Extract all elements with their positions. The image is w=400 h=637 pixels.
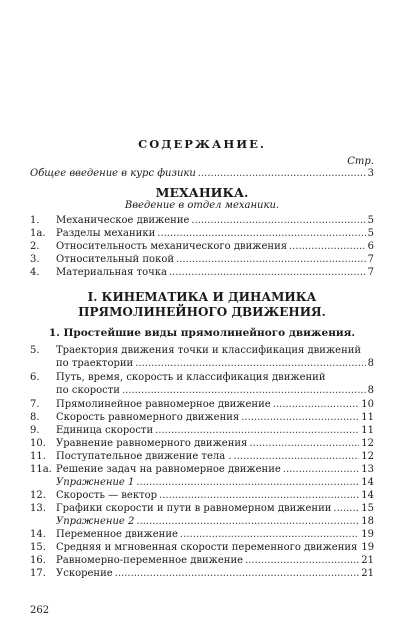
leader-dots — [289, 241, 366, 253]
toc-entry[interactable] — [30, 385, 374, 397]
toc-entry-text: Прямолинейное равномерное движение — [56, 399, 271, 410]
toc-entry[interactable] — [30, 568, 374, 580]
leader-dots — [191, 215, 365, 227]
toc-entry[interactable] — [30, 438, 374, 450]
toc-entry-page: 5 — [367, 215, 374, 226]
toc-entry-exercise[interactable] — [30, 516, 374, 528]
toc-entry-text: Единица скорости — [56, 425, 154, 436]
toc-entry[interactable] — [30, 412, 374, 424]
leader-dots — [136, 516, 359, 528]
toc-entry-number: 16. — [30, 555, 46, 566]
toc-entry[interactable] — [30, 228, 374, 240]
section-heading: 1. Простейшие виды прямолинейного движения. — [48, 327, 356, 339]
toc-entry-number: 17. — [30, 568, 46, 579]
toc-entry[interactable] — [30, 490, 374, 502]
toc-entry-page: 15 — [361, 503, 374, 514]
toc-entry-number: 4. — [30, 267, 40, 278]
toc-entry-page: 14 — [361, 477, 374, 488]
toc-entry-number: 15. — [30, 542, 46, 553]
page-number: 262 — [30, 605, 50, 616]
toc-entry-number: 10. — [30, 438, 46, 449]
toc-entry-page: 8 — [367, 358, 374, 369]
toc-entry-number: 5. — [30, 345, 40, 356]
leader-dots — [198, 168, 366, 180]
toc-entry[interactable] — [30, 399, 374, 411]
toc-entry-page: 12 — [361, 451, 374, 462]
toc-page — [30, 0, 374, 637]
toc-entry-text: Решение задач на равномерное движение — [56, 464, 281, 475]
toc-entry-number: 9. — [30, 425, 40, 436]
leader-dots — [234, 451, 360, 463]
toc-entry-text: Равномерно-переменное движение — [56, 555, 244, 566]
toc-entry-text: Графики скорости и пути в равномерном движении — [56, 503, 332, 514]
leader-dots — [115, 568, 360, 580]
leader-dots — [122, 385, 366, 397]
leader-dots — [169, 267, 366, 279]
toc-entry-page: 7 — [367, 254, 374, 265]
toc-entry[interactable] — [30, 241, 374, 253]
toc-entry[interactable] — [30, 254, 374, 266]
toc-entry-page: 12 — [361, 438, 374, 449]
toc-entry-page: 19 — [361, 542, 375, 553]
mechanics-heading: МЕХАНИКА. — [155, 185, 249, 200]
toc-entry[interactable] — [30, 425, 374, 437]
toc-entry-page: 7 — [367, 267, 374, 278]
toc-entry-number: 6. — [30, 372, 40, 383]
toc-entry-text: Общее введение в курс физики — [30, 168, 196, 179]
leader-dots — [135, 358, 365, 370]
contents-title: СОДЕРЖАНИЕ. — [138, 137, 266, 151]
toc-entry[interactable] — [30, 215, 374, 227]
toc-entry-page: 11 — [361, 425, 374, 436]
toc-entry-text: Скорость равномерного движения — [56, 412, 240, 423]
leader-dots — [155, 425, 359, 437]
toc-entry-number: 7. — [30, 399, 40, 410]
toc-entry-page: 21 — [361, 568, 374, 579]
toc-entry-intro[interactable] — [30, 168, 374, 180]
toc-entry-text: Материальная точка — [56, 267, 167, 278]
toc-entry[interactable] — [30, 464, 374, 476]
toc-entry-number: 3. — [30, 254, 40, 265]
leader-dots — [241, 412, 359, 424]
toc-entry-text: Переменное движение — [56, 529, 178, 540]
leader-dots — [157, 228, 365, 240]
leader-dots — [176, 254, 366, 266]
leader-dots — [249, 438, 359, 450]
toc-entry-page: 6 — [367, 241, 374, 252]
toc-entry[interactable] — [30, 555, 374, 567]
toc-entry-number: 11. — [30, 451, 46, 462]
page-column-label: Стр. — [347, 156, 374, 167]
toc-entry[interactable] — [30, 267, 374, 279]
toc-entry-page: 8 — [367, 385, 374, 396]
toc-entry-page: 18 — [361, 516, 374, 527]
toc-entry-number: 2. — [30, 241, 40, 252]
toc-entry-text: Относительный покой — [56, 254, 175, 265]
leader-dots — [333, 503, 359, 515]
toc-entry-page: 21 — [361, 555, 374, 566]
toc-entry[interactable] — [30, 451, 374, 463]
toc-entry-text: Разделы механики — [56, 228, 156, 239]
toc-entry-text: Путь, время, скорость и классификация движений — [56, 372, 326, 383]
leader-dots — [283, 464, 359, 476]
leader-dots — [245, 555, 359, 567]
mechanics-subheading: Введение в отдел механики. — [124, 200, 280, 211]
toc-entry[interactable] — [30, 358, 374, 370]
toc-entry-text: Средняя и мгновенная скорости переменного движения — [56, 542, 358, 553]
toc-entry-exercise[interactable] — [30, 477, 374, 489]
toc-entry-page: 19 — [361, 529, 374, 540]
toc-entry-number: 13. — [30, 503, 46, 514]
toc-entry-line1[interactable] — [30, 372, 374, 384]
toc-entry-text: Поступательное движение тела . — [56, 451, 232, 462]
toc-entry-page: 5 — [367, 228, 374, 239]
toc-entry-number: 1. — [30, 215, 40, 226]
toc-entry-page: 10 — [361, 399, 374, 410]
toc-entry-text: Скорость — вектор — [56, 490, 158, 501]
toc-entry-number: 14. — [30, 529, 46, 540]
toc-entry[interactable] — [30, 503, 374, 515]
toc-entry-number: 12. — [30, 490, 46, 501]
toc-entry[interactable] — [30, 529, 374, 541]
toc-entry[interactable] — [30, 542, 374, 554]
leader-dots — [273, 399, 360, 411]
part-heading-line2: ПРЯМОЛИНЕЙНОГО ДВИЖЕНИЯ. — [78, 305, 326, 319]
toc-entry-text: Механическое движение — [56, 215, 190, 226]
toc-entry-text: по траектории — [56, 358, 134, 369]
part-heading — [30, 290, 374, 320]
toc-entry-page: 11 — [361, 412, 374, 423]
toc-entry-text: Ускорение — [56, 568, 113, 579]
toc-entry-text: Упражнение 2 — [56, 516, 135, 527]
toc-entry-text: по скорости — [56, 385, 120, 396]
toc-entry-number: 8. — [30, 412, 40, 423]
toc-entry-page: 13 — [361, 464, 374, 475]
leader-dots — [159, 490, 359, 502]
part-heading-line1: I. КИНЕМАТИКА И ДИНАМИКА — [87, 290, 317, 304]
toc-entry-text: Относительность механического движения — [56, 241, 288, 252]
toc-entry-number: 11a. — [30, 464, 52, 475]
leader-dots — [180, 529, 359, 541]
toc-entry-number: 1a. — [30, 228, 46, 239]
toc-entry-text: Уравнение равномерного движения — [56, 438, 248, 449]
toc-entry-text: Траектория движения точки и классификация движений — [56, 345, 362, 356]
leader-dots — [136, 477, 359, 489]
toc-entry-text: Упражнение 1 — [56, 477, 135, 488]
toc-entry-page: 3 — [367, 168, 374, 179]
toc-entry-line1[interactable] — [30, 345, 374, 357]
toc-entry-page: 14 — [361, 490, 374, 501]
